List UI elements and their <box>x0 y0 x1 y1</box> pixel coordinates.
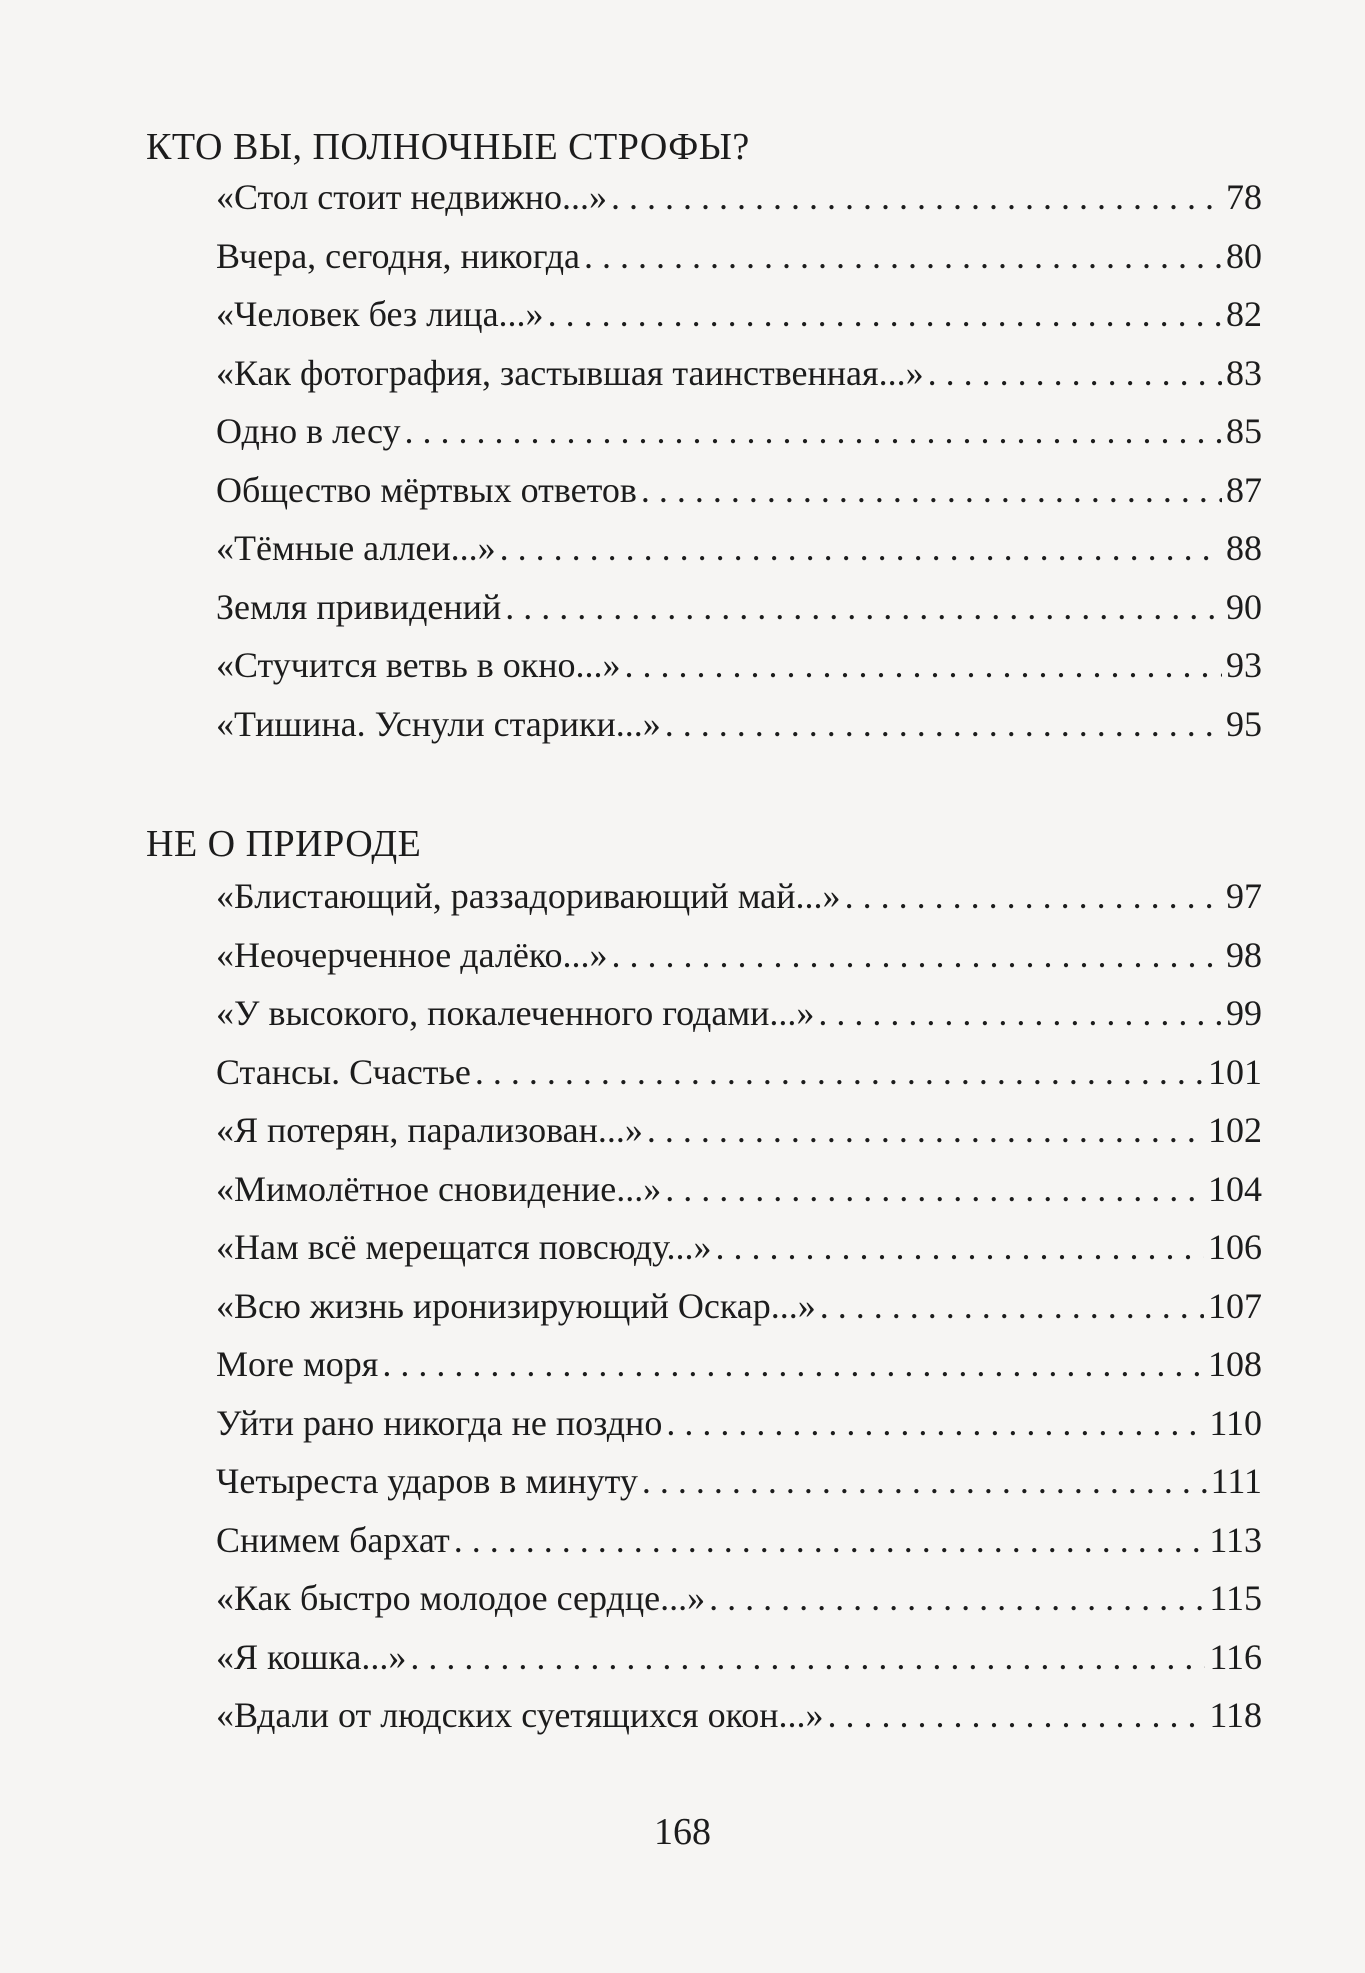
dot-leader <box>584 227 1222 286</box>
toc-entry <box>216 1218 1262 1277</box>
dot-leader <box>642 1452 1207 1511</box>
page-number: 168 <box>654 1811 711 1853</box>
entry-title: Снимем бархат <box>216 1519 450 1560</box>
entry-title: Четыреста ударов в минуту <box>216 1461 638 1501</box>
section-heading: КТО ВЫ, ПОЛНОЧНЫЕ СТРОФЫ? <box>146 126 750 168</box>
entry-page: 116 <box>1209 1636 1262 1677</box>
toc-entry <box>216 1686 1262 1745</box>
entry-page: 90 <box>1226 586 1262 627</box>
toc-entry <box>216 227 1262 286</box>
toc-entry <box>216 1628 1262 1687</box>
dot-leader <box>404 402 1222 461</box>
toc-entry <box>216 402 1262 461</box>
entry-page: 108 <box>1208 1344 1262 1384</box>
dot-leader <box>500 519 1222 578</box>
entry-title: «Стучится ветвь в окно...» <box>216 645 621 685</box>
entry-title: «Нам всё мерещатся повсюду...» <box>216 1227 712 1267</box>
toc-entry <box>216 636 1262 695</box>
entry-page: 93 <box>1226 645 1262 685</box>
dot-leader <box>548 285 1222 344</box>
entry-title: «Мимолётное сновидение...» <box>216 1168 662 1209</box>
dot-leader <box>665 695 1222 754</box>
entry-page: 87 <box>1226 469 1262 510</box>
entry-title: «Всю жизнь иронизирующий Оскар...» <box>216 1285 816 1326</box>
entry-title: Стансы. Счастье <box>216 1051 471 1092</box>
entry-title: «Блистающий, раззадоривающий май...» <box>216 876 841 916</box>
toc-section-1 <box>216 168 1262 753</box>
toc-entry <box>216 984 1262 1043</box>
entry-title: «Я кошка...» <box>216 1636 407 1677</box>
toc-entry <box>216 578 1262 637</box>
toc-entry <box>216 1335 1262 1394</box>
entry-page: 106 <box>1208 1227 1262 1267</box>
dot-leader <box>709 1569 1205 1628</box>
dot-leader <box>818 984 1222 1043</box>
entry-title: More моря <box>216 1344 379 1384</box>
dot-leader <box>505 578 1222 637</box>
entry-title: Общество мёртвых ответов <box>216 469 637 510</box>
entry-page: 104 <box>1208 1168 1262 1209</box>
dot-leader <box>665 1160 1204 1219</box>
entry-title: Земля привидений <box>216 586 502 627</box>
dot-leader <box>625 636 1222 695</box>
entry-page: 99 <box>1226 993 1262 1033</box>
dot-leader <box>845 867 1222 926</box>
entry-title: «Человек без лица...» <box>216 294 544 334</box>
entry-page: 101 <box>1208 1051 1262 1092</box>
entry-title: «Стол стоит недвижно...» <box>216 177 608 217</box>
toc-entry <box>216 1101 1262 1160</box>
entry-title: Одно в лесу <box>216 411 401 451</box>
entry-title: «Неочерченное далёко...» <box>216 934 608 975</box>
entry-title: Уйти рано никогда не поздно <box>216 1402 663 1443</box>
dot-leader <box>641 461 1222 520</box>
entry-page: 115 <box>1209 1578 1262 1618</box>
dot-leader <box>828 1686 1206 1745</box>
entry-page: 102 <box>1208 1110 1262 1150</box>
toc-entry <box>216 168 1262 227</box>
dot-leader <box>666 1394 1205 1453</box>
entry-page: 113 <box>1209 1519 1262 1560</box>
dot-leader <box>410 1628 1205 1687</box>
dot-leader <box>454 1511 1206 1570</box>
entry-page: 110 <box>1209 1402 1262 1443</box>
toc-entry <box>216 867 1262 926</box>
dot-leader <box>716 1218 1204 1277</box>
entry-title: «Как фотография, застывшая таинственная...» <box>216 352 924 393</box>
toc-entry <box>216 1277 1262 1336</box>
entry-page: 97 <box>1226 876 1262 916</box>
toc-entry <box>216 285 1262 344</box>
entry-page: 107 <box>1208 1285 1262 1326</box>
toc-entry <box>216 519 1262 578</box>
dot-leader <box>382 1335 1204 1394</box>
entry-title: «Тишина. Уснули старики...» <box>216 703 661 744</box>
entry-title: «Тёмные аллеи...» <box>216 528 496 568</box>
entry-page: 80 <box>1226 235 1262 276</box>
entry-page: 95 <box>1226 703 1262 744</box>
dot-leader <box>928 344 1222 403</box>
dot-leader <box>475 1043 1204 1102</box>
toc-entry <box>216 1043 1262 1102</box>
entry-title: Вчера, сегодня, никогда <box>216 235 581 276</box>
entry-page: 98 <box>1226 934 1262 975</box>
toc-entry <box>216 926 1262 985</box>
section-heading: НЕ О ПРИРОДЕ <box>146 823 422 865</box>
entry-page: 78 <box>1226 177 1262 217</box>
entry-page: 83 <box>1226 352 1262 393</box>
entry-title: «У высокого, покалеченного годами...» <box>216 993 815 1033</box>
entry-page: 82 <box>1226 294 1262 334</box>
dot-leader <box>611 168 1222 227</box>
toc-entry <box>216 695 1262 754</box>
entry-title: «Вдали от людских суетящихся окон...» <box>216 1695 824 1735</box>
toc-section-2 <box>216 867 1262 1745</box>
dot-leader <box>820 1277 1204 1336</box>
toc-entry <box>216 461 1262 520</box>
entry-title: «Я потерян, парализован...» <box>216 1110 643 1150</box>
entry-page: 111 <box>1210 1461 1262 1501</box>
entry-page: 85 <box>1226 411 1262 451</box>
dot-leader <box>647 1101 1204 1160</box>
entry-title: «Как быстро молодое сердце...» <box>216 1578 706 1618</box>
toc-entry <box>216 1511 1262 1570</box>
toc-entry <box>216 1394 1262 1453</box>
toc-entry <box>216 1160 1262 1219</box>
entry-page: 118 <box>1209 1695 1262 1735</box>
dot-leader <box>611 926 1222 985</box>
toc-entry <box>216 1569 1262 1628</box>
entry-page: 88 <box>1226 528 1262 568</box>
toc-entry <box>216 344 1262 403</box>
toc-entry <box>216 1452 1262 1511</box>
